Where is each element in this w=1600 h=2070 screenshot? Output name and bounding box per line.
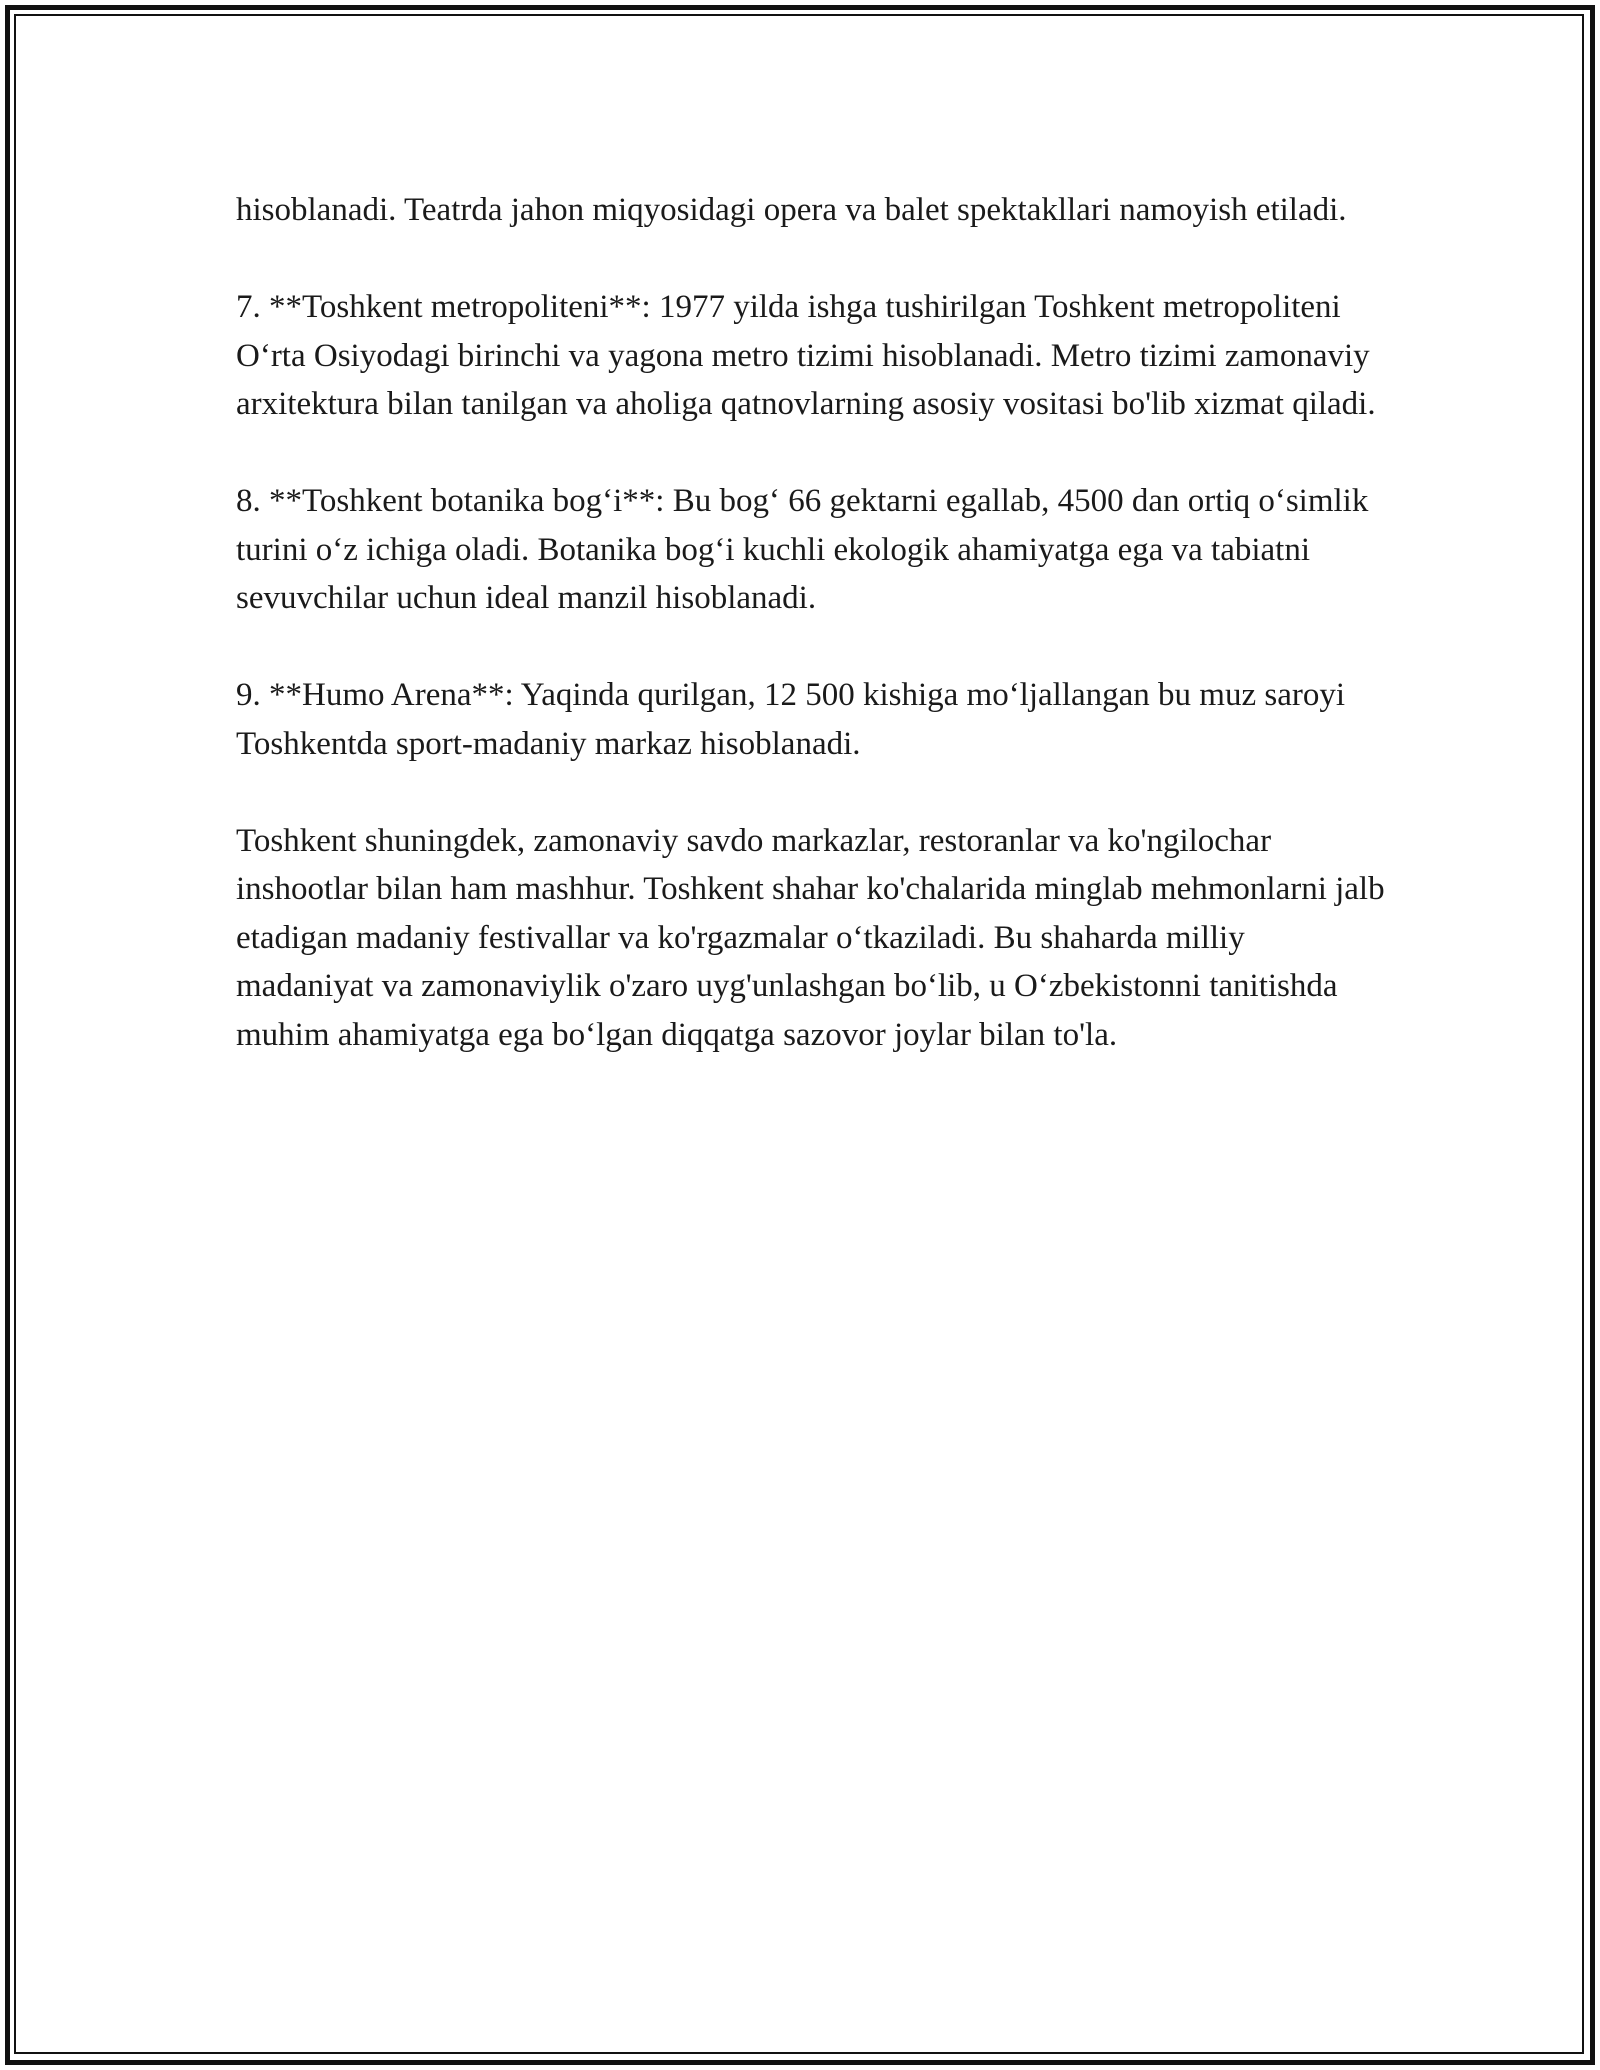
document-body [236,186,1386,1108]
paragraph-humo-arena: 9. **Humo Arena**: Yaqinda qurilgan, 12 500 kishiga mo‘ljallangan bu muz saroyi Toshkentda sport-madaniy markaz hisoblanadi. [236,677,1346,762]
paragraph-opera-theatre: hisoblanadi. Teatrda jahon miqyosidagi opera va balet spektakllari namoyish etiladi. [236,192,1347,228]
paragraph-conclusion: Toshkent shuningdek, zamonaviy savdo markazlar, restoranlar va ko'ngilochar inshootlar bilan ham mashhur. Toshkent shahar ko'chalarida minglab mehmonlarni jalb etadigan madaniy festivallar va ko'rgazmalar o‘tkaziladi. Bu shaharda milliy madaniyat va zamonaviylik o'zaro uyg'unlashgan bo‘lib, u O‘zbekistonni tanitishda muhim ahamiyatga ega bo‘lgan diqqatga sazovor joylar bilan to'la. [236,822,1385,1053]
paragraph-botanical-garden: 8. **Toshkent botanika bog‘i**: Bu bog‘ 66 gektarni egallab, 4500 dan ortiq o‘simlik turini o‘z ichiga oladi. Botanika bog‘i kuchli ekologik ahamiyatga ega va tabiatni sevuvchilar uchun ideal manzil hisoblanadi. [236,483,1369,616]
paragraph-metro: 7. **Toshkent metropoliteni**: 1977 yilda ishga tushirilgan Toshkent metropoliteni O‘rta Osiyodagi birinchi va yagona metro tizimi hisoblanadi. Metro tizimi zamonaviy arxitektura bilan tanilgan va aholiga qatnovlarning asosiy vositasi bo'lib xizmat qiladi. [236,289,1376,422]
